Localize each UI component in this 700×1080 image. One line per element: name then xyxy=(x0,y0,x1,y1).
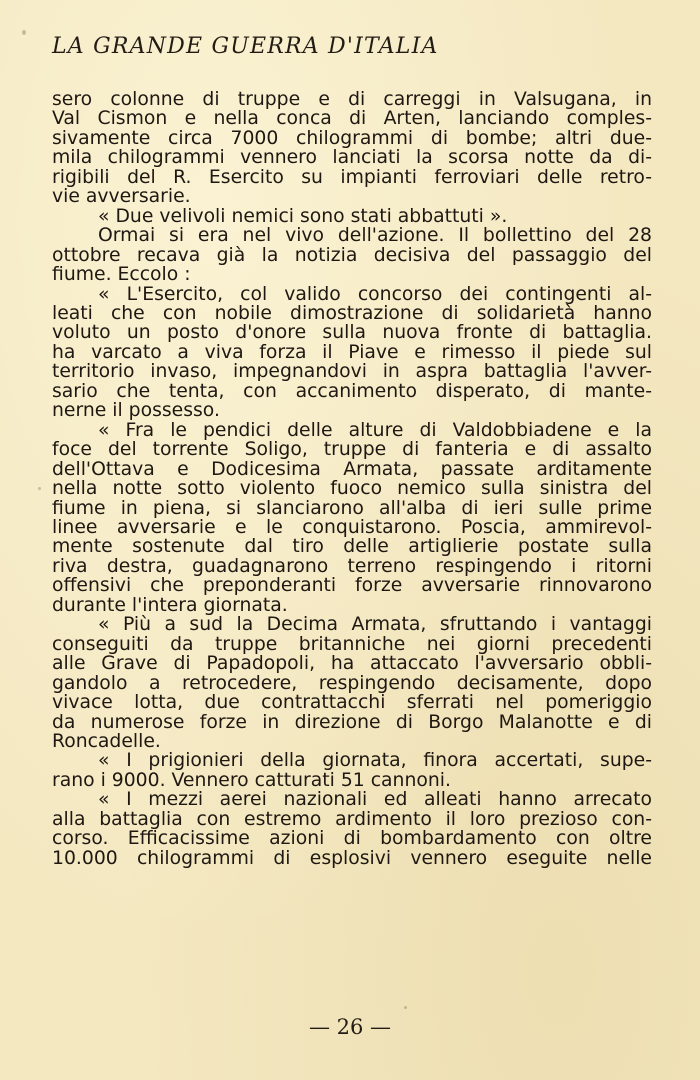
text-line: vie avversarie. xyxy=(52,186,191,208)
text-line: fiume in piena, si slanciarono all'alba di ieri sulle prime xyxy=(52,497,652,519)
text-line: « I mezzi aerei nazionali ed alleati hanno arrecato xyxy=(98,789,652,811)
text-line: sario che tenta, con accanimento disperato, di mante- xyxy=(52,380,652,402)
text-line: offensivi che preponderanti forze avversarie rinnovarono xyxy=(52,575,652,597)
text-line: rigibili del R. Esercito su impianti ferroviari delle retro- xyxy=(52,166,652,188)
text-line: alle Grave di Papadopoli, ha attaccato l'avversario obbli- xyxy=(52,653,652,675)
text-line: conseguiti da truppe britanniche nei giorni precedenti xyxy=(52,633,652,655)
text-line: fiume. Eccolo : xyxy=(52,264,191,286)
text-line: mila chilogrammi vennero lanciati la scorsa notte da di- xyxy=(52,147,652,169)
text-line: rano i 9000. Vennero catturati 51 cannoni. xyxy=(52,769,451,791)
ink-speck xyxy=(38,487,41,490)
text-line: « Due velivoli nemici sono stati abbattuti ». xyxy=(98,205,508,227)
text-line: vivace lotta, due contrattacchi sferrati nel pomeriggio xyxy=(52,692,652,714)
text-line: nella notte sotto violento fuoco nemico sulla sinistra del xyxy=(52,478,652,500)
text-line: Val Cismon e nella conca di Arten, lanciando comples- xyxy=(52,108,652,130)
text-line: alla battaglia con estremo ardimento il loro prezioso con- xyxy=(52,808,652,830)
text-line: « I prigionieri della giornata, finora accertati, supe- xyxy=(98,750,652,772)
text-line: dell'Ottava e Dodicesima Armata, passate arditamente xyxy=(52,458,652,480)
text-line: voluto un posto d'onore sulla nuova fronte di battaglia. xyxy=(52,322,652,344)
text-line: « Fra le pendici delle alture di Valdobbiadene e la xyxy=(98,419,652,441)
text-line: ha varcato a viva forza il Piave e rimesso il piede sul xyxy=(52,341,652,363)
text-line: durante l'intera giornata. xyxy=(52,594,288,616)
text-line: sivamente circa 7000 chilogrammi di bombe; altri due- xyxy=(52,127,652,149)
text-line: sero colonne di truppe e di carreggi in Valsugana, in xyxy=(52,89,652,110)
text-line: da numerose forze in direzione di Borgo Malanotte e di xyxy=(52,711,652,733)
text-line: foce del torrente Soligo, truppe di fanteria e di assalto xyxy=(52,439,652,461)
ink-speck xyxy=(404,1006,407,1009)
text-line: « L'Esercito, col valido concorso dei contingenti al- xyxy=(98,283,652,305)
text-line: 10.000 chilogrammi di esplosivi vennero eseguite nelle xyxy=(52,847,652,869)
running-head: LA GRANDE GUERRA D'ITALIA xyxy=(52,34,439,59)
page-number: — 26 — xyxy=(308,1015,392,1039)
text-line: mente sostenute dal tiro delle artiglierie postate sulla xyxy=(52,536,652,558)
ink-speck xyxy=(22,30,26,35)
text-line: « Più a sud la Decima Armata, sfruttando i vantaggi xyxy=(98,614,652,636)
text-line: ottobre recava già la notizia decisiva del passaggio del xyxy=(52,244,652,266)
text-line: nerne il possesso. xyxy=(52,400,220,422)
text-line: Roncadelle. xyxy=(52,730,161,752)
text-line: leati che con nobile dimostrazione di solidarietà hanno xyxy=(52,302,652,324)
text-line: linee avversarie e le conquistarono. Poscia, ammirevol- xyxy=(52,516,652,538)
text-line: gandolo a retrocedere, respingendo decisamente, dopo xyxy=(52,672,652,694)
text-line: territorio invaso, impegnandovi in aspra battaglia l'avver- xyxy=(52,361,652,383)
body-text xyxy=(52,90,652,868)
text-line: riva destra, guadagnarono terreno respingendo i ritorni xyxy=(52,555,652,577)
text-line: Ormai si era nel vivo dell'azione. Il bollettino del 28 xyxy=(98,225,652,247)
text-line: corso. Efficacissime azioni di bombardamento con oltre xyxy=(52,828,652,850)
